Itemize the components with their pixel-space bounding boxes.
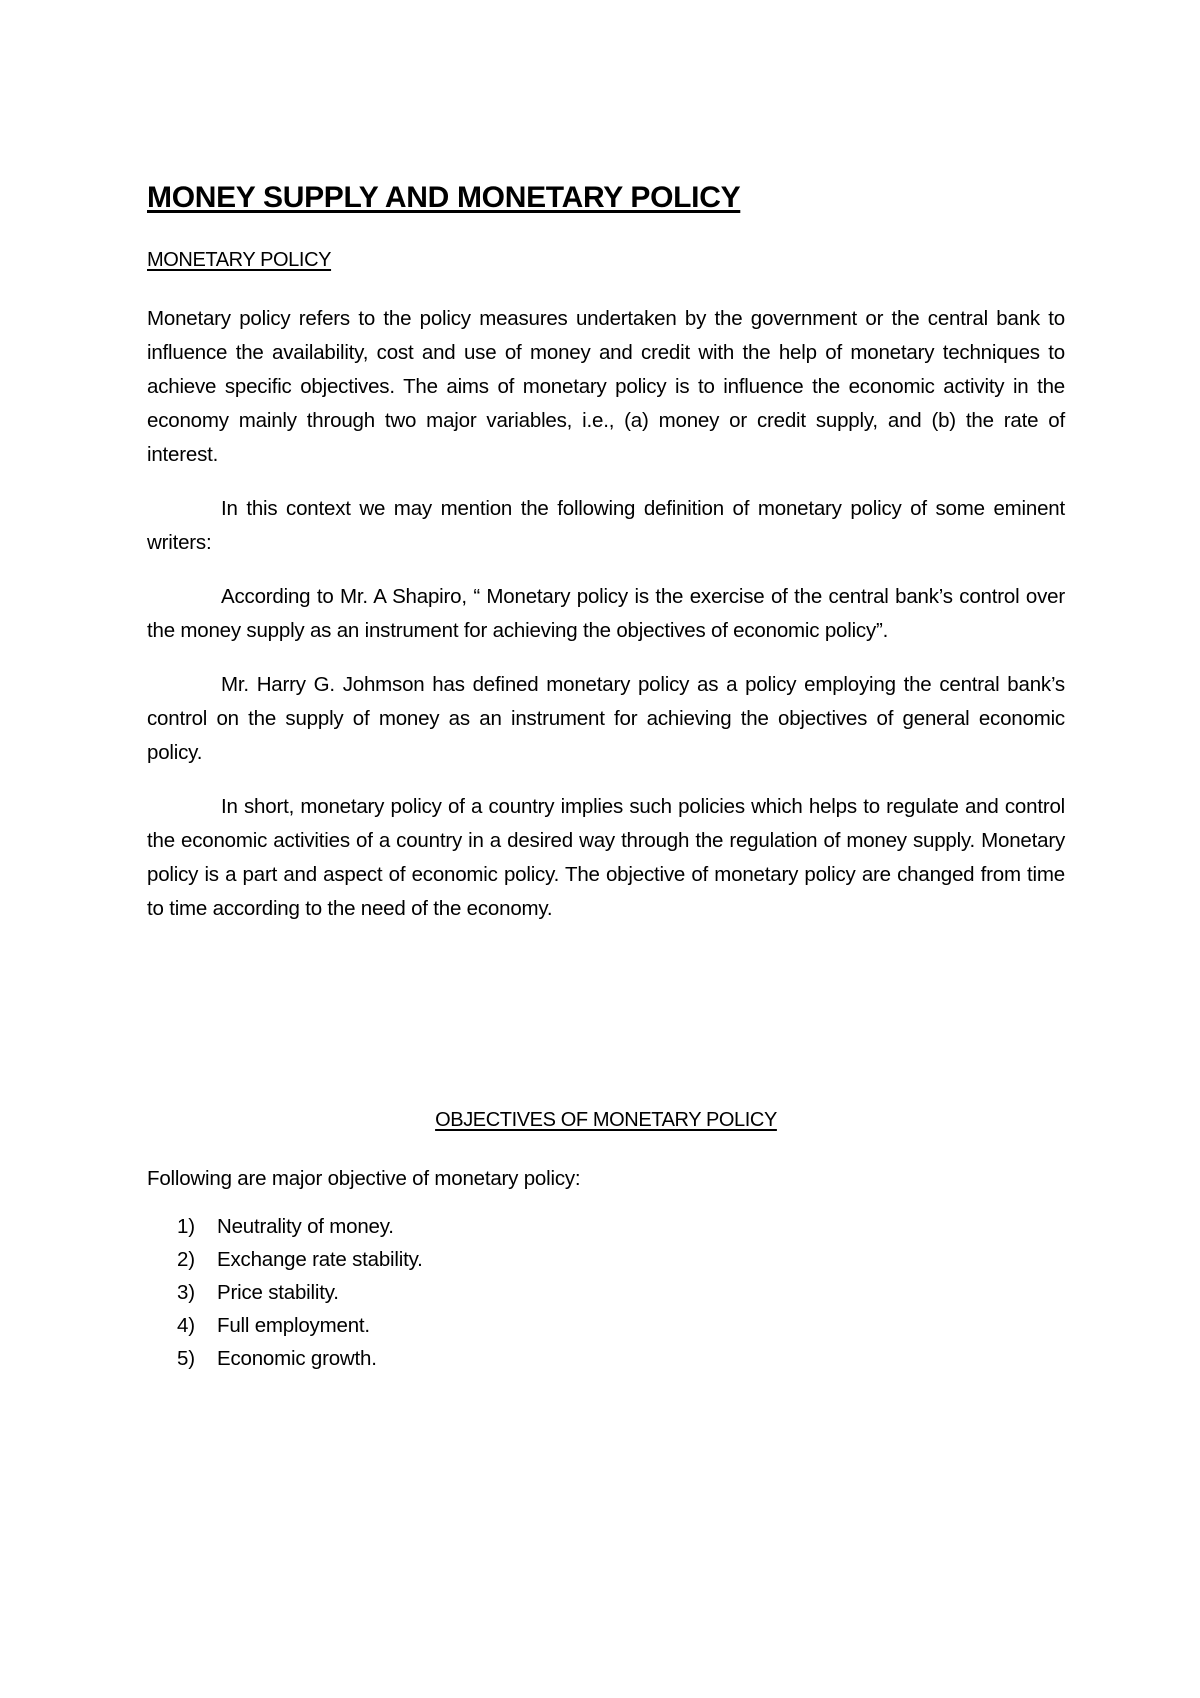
list-item [147, 1276, 1065, 1309]
list-item-text: Exchange rate stability. [217, 1248, 423, 1271]
list-item [147, 1309, 1065, 1342]
objectives-heading: OBJECTIVES OF MONETARY POLICY [435, 1109, 777, 1131]
list-item-text: Economic growth. [217, 1347, 377, 1370]
list-item-number: 4) [177, 1314, 195, 1337]
document-title: MONEY SUPPLY AND MONETARY POLICY [147, 181, 741, 214]
list-item-number: 1) [177, 1215, 195, 1238]
list-item-text: Full employment. [217, 1314, 370, 1337]
list-item [147, 1210, 1065, 1243]
document-content [147, 178, 1065, 1375]
objectives-intro: Following are major objective of monetary policy: [147, 1167, 581, 1190]
paragraph-johmson-definition: Mr. Harry G. Johmson has defined monetary policy as a policy employing the central bank’s control on the supply of money as an instrument for achieving the objectives of general economic policy. [147, 673, 1065, 764]
paragraph-summary: In short, monetary policy of a country implies such policies which helps to regulate and control the economic activities of a country in a desired way through the regulation of money supply. Monetary policy is a part and aspect of economic policy. The objective of monetary policy are changed from time to time according to the need of the economy. [147, 795, 1065, 920]
paragraph-context: In this context we may mention the following definition of monetary policy of some eminent writers: [147, 497, 1065, 554]
list-item-number: 5) [177, 1347, 195, 1370]
objectives-list [147, 1210, 1065, 1375]
list-item-text: Price stability. [217, 1281, 339, 1304]
list-item-number: 2) [177, 1248, 195, 1271]
list-item [147, 1243, 1065, 1276]
paragraph-definition: Monetary policy refers to the policy measures undertaken by the government or the central bank to influence the availability, cost and use of money and credit with the help of monetary techniques to achieve specific objectives. The aims of monetary policy is to influence the economic activity in the economy mainly through two major variables, i.e., (a) money or credit supply, and (b) the rate of interest. [147, 307, 1065, 466]
list-item [147, 1342, 1065, 1375]
paragraph-shapiro-quote: According to Mr. A Shapiro, “ Monetary policy is the exercise of the central bank’s control over the money supply as an instrument for achieving the objectives of economic policy”. [147, 585, 1065, 642]
list-item-text: Neutrality of money. [217, 1215, 394, 1238]
list-item-number: 3) [177, 1281, 195, 1304]
section-heading-monetary-policy: MONETARY POLICY [147, 249, 332, 271]
